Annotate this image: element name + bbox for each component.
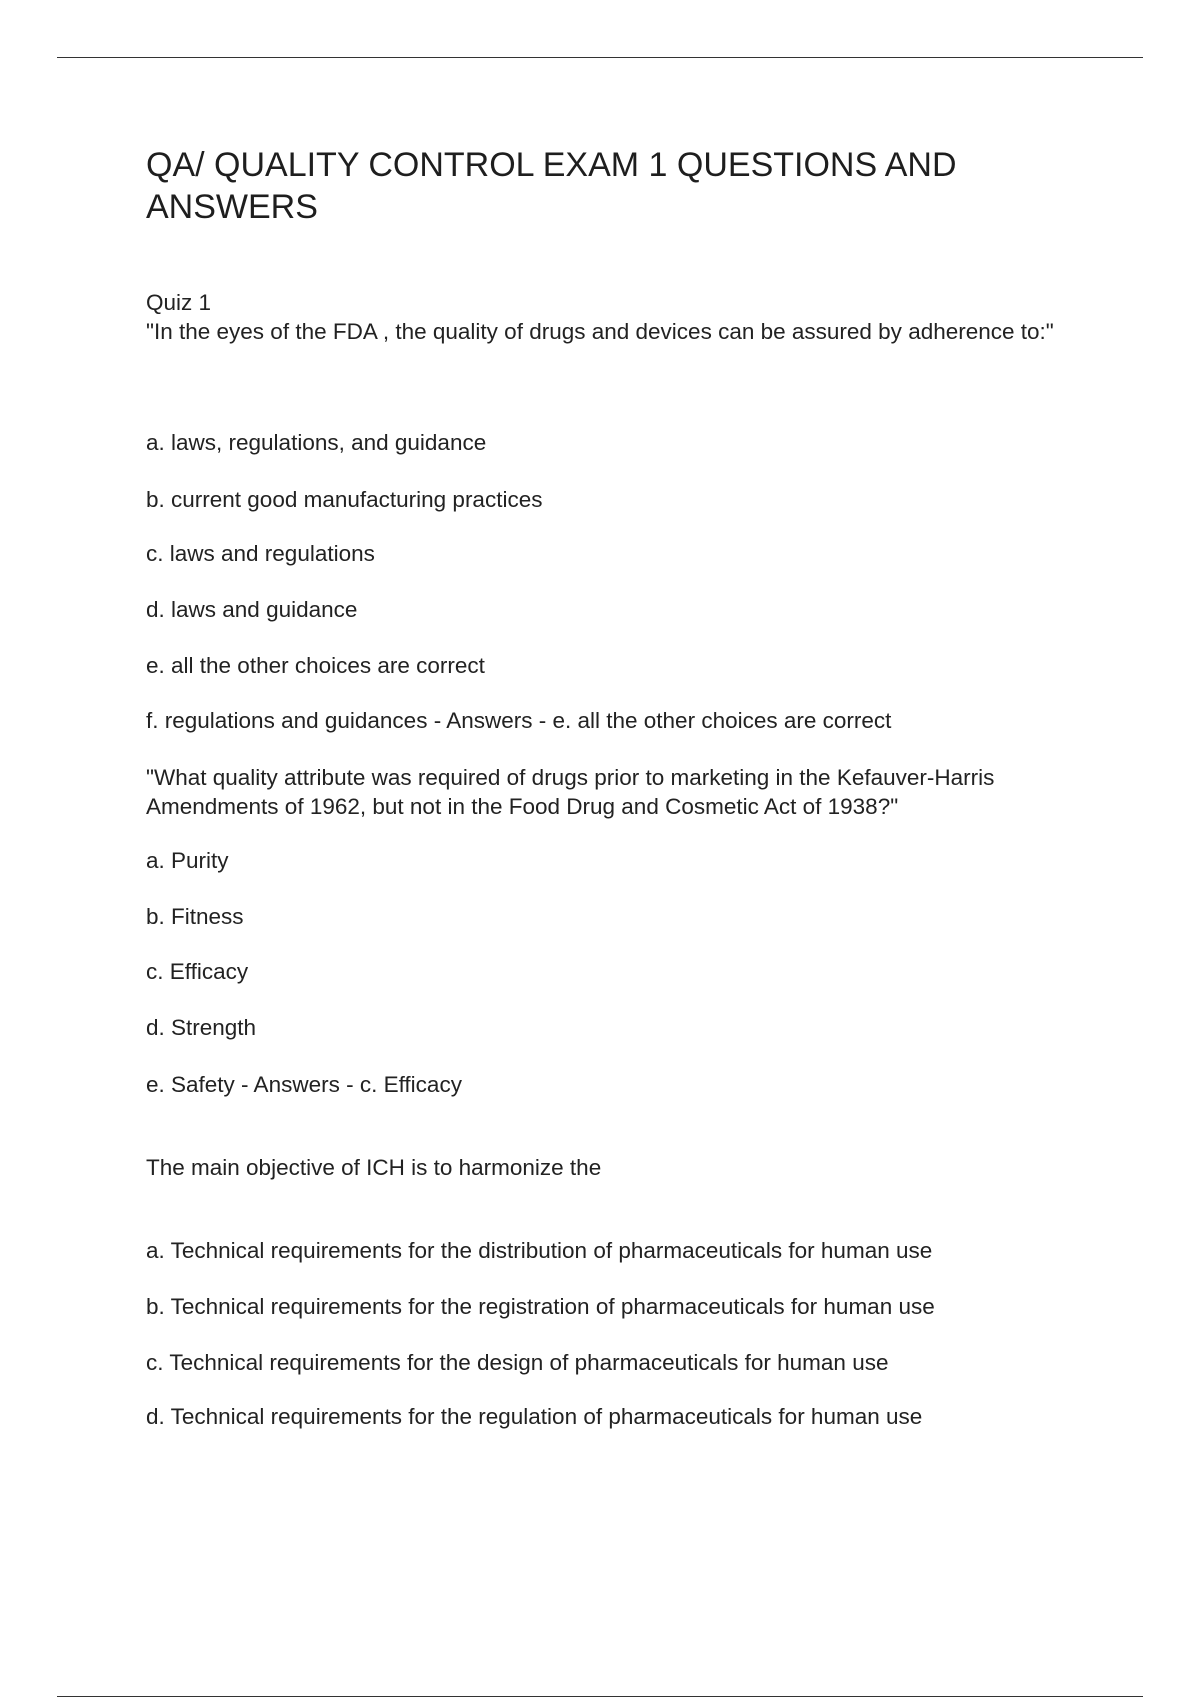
question-2-choice-c: c. Efficacy — [146, 959, 249, 984]
top-rule — [57, 57, 1143, 58]
bottom-rule — [57, 1696, 1143, 1697]
question-2-text: "What quality attribute was required of drugs prior to marketing in the Kefauver-Harris Amendments of 1962, but not in the Food Drug and Cosmetic Act of 1938?" — [146, 765, 995, 819]
question-2-choice-a: a. Purity — [146, 848, 229, 873]
question-1-choice-c: c. laws and regulations — [146, 541, 375, 566]
question-1-choice-f-answer: f. regulations and guidances - Answers - e. all the other choices are correct — [146, 708, 892, 733]
question-3-choice-b: b. Technical requirements for the registration of pharmaceuticals for human use — [146, 1294, 935, 1319]
question-3-choice-a: a. Technical requirements for the distribution of pharmaceuticals for human use — [146, 1238, 933, 1263]
question-1-choice-d: d. laws and guidance — [146, 597, 358, 622]
question-1-choice-e: e. all the other choices are correct — [146, 653, 485, 678]
question-2-choice-b: b. Fitness — [146, 904, 244, 929]
quiz-label: Quiz 1 — [146, 290, 212, 315]
question-1-choice-b: b. current good manufacturing practices — [146, 487, 543, 512]
question-1-text: "In the eyes of the FDA , the quality of drugs and devices can be assured by adherence to:" — [146, 319, 1054, 344]
question-3-choice-d: d. Technical requirements for the regulation of pharmaceuticals for human use — [146, 1404, 923, 1429]
question-3-text: The main objective of ICH is to harmonize the — [146, 1155, 602, 1180]
question-2-choice-d: d. Strength — [146, 1015, 257, 1040]
document-title: QA/ QUALITY CONTROL EXAM 1 QUESTIONS AND ANSWERS — [146, 146, 957, 226]
question-3-choice-c: c. Technical requirements for the design of pharmaceuticals for human use — [146, 1350, 889, 1375]
question-1-choice-a: a. laws, regulations, and guidance — [146, 430, 487, 455]
question-2-choice-e-answer: e. Safety - Answers - c. Efficacy — [146, 1072, 462, 1097]
